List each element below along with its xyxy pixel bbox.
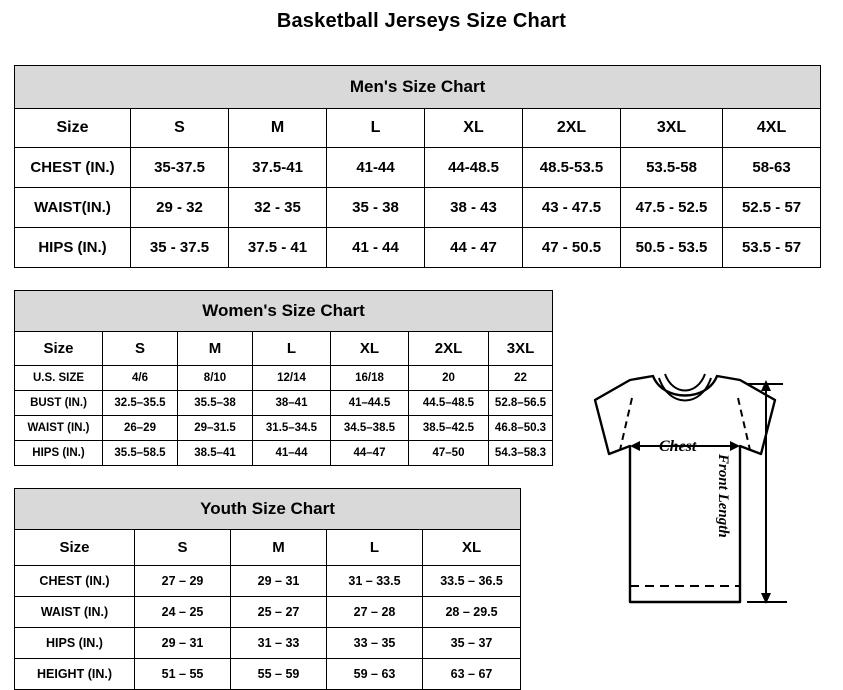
youth-size-chart-table [14,488,521,690]
table-row [15,659,521,690]
column-header: Size [15,109,131,148]
table-row [15,566,521,597]
table-cell: 41–44 [253,441,331,466]
table-cell: 35 – 37 [423,628,521,659]
table-row [15,228,821,268]
table-cell: 46.8–50.3 [489,416,553,441]
row-label: WAIST(IN.) [15,188,131,228]
column-header: M [229,109,327,148]
table-row [15,441,553,466]
table-cell: 38.5–41 [178,441,253,466]
table-cell: 53.5-58 [621,148,723,188]
table-cell: 43 - 47.5 [523,188,621,228]
table-cell: 20 [409,366,489,391]
row-label: WAIST (IN.) [15,416,103,441]
row-label: CHEST (IN.) [15,148,131,188]
table-header-row [15,332,553,366]
table-cell: 8/10 [178,366,253,391]
column-header: Size [15,530,135,566]
column-header: 4XL [723,109,821,148]
table-cell: 47–50 [409,441,489,466]
row-label: HIPS (IN.) [15,628,135,659]
table-cell: 50.5 - 53.5 [621,228,723,268]
table-row [15,628,521,659]
table-cell: 33.5 – 36.5 [423,566,521,597]
column-header: 3XL [489,332,553,366]
table-cell: 32.5–35.5 [103,391,178,416]
jersey-outline-icon [535,358,835,658]
table-row [15,416,553,441]
row-label: HIPS (IN.) [15,228,131,268]
table-cell: 54.3–58.3 [489,441,553,466]
column-header: XL [423,530,521,566]
table-cell: 44 - 47 [425,228,523,268]
column-header: L [327,530,423,566]
column-header: XL [331,332,409,366]
column-header: S [135,530,231,566]
table-cell: 29 – 31 [135,628,231,659]
table-cell: 34.5–38.5 [331,416,409,441]
table-cell: 38 - 43 [425,188,523,228]
table-cell: 35-37.5 [131,148,229,188]
table-cell: 29–31.5 [178,416,253,441]
column-header: L [327,109,425,148]
table-cell: 58-63 [723,148,821,188]
table-cell: 29 – 31 [231,566,327,597]
column-header: S [131,109,229,148]
table-cell: 47.5 - 52.5 [621,188,723,228]
table-cell: 26–29 [103,416,178,441]
mens-chart-caption: Men's Size Chart [15,66,821,109]
table-cell: 25 – 27 [231,597,327,628]
column-header: XL [425,109,523,148]
table-cell: 35 - 38 [327,188,425,228]
row-label: CHEST (IN.) [15,566,135,597]
table-cell: 35.5–38 [178,391,253,416]
table-cell: 33 – 35 [327,628,423,659]
table-cell: 44-48.5 [425,148,523,188]
table-row [15,188,821,228]
table-row [15,391,553,416]
column-header: 2XL [409,332,489,366]
table-cell: 29 - 32 [131,188,229,228]
table-cell: 12/14 [253,366,331,391]
table-cell: 27 – 28 [327,597,423,628]
table-cell: 44.5–48.5 [409,391,489,416]
table-cell: 52.5 - 57 [723,188,821,228]
column-header: Size [15,332,103,366]
table-cell: 52.8–56.5 [489,391,553,416]
table-row [15,148,821,188]
column-header: L [253,332,331,366]
row-label: BUST (IN.) [15,391,103,416]
row-label: WAIST (IN.) [15,597,135,628]
page-title: Basketball Jerseys Size Chart [276,10,567,32]
table-cell: 41-44 [327,148,425,188]
table-cell: 35 - 37.5 [131,228,229,268]
youth-chart-caption: Youth Size Chart [15,489,521,530]
column-header: M [231,530,327,566]
table-cell: 22 [489,366,553,391]
chest-measurement-label: Chest [659,438,697,455]
mens-size-chart-table [14,65,821,268]
table-cell: 27 – 29 [135,566,231,597]
table-cell: 35.5–58.5 [103,441,178,466]
table-caption-row [15,489,521,530]
table-cell: 31 – 33.5 [327,566,423,597]
table-header-row [15,530,521,566]
table-row [15,597,521,628]
front-length-measurement-label: Front Length [715,454,731,538]
table-cell: 53.5 - 57 [723,228,821,268]
table-cell: 44–47 [331,441,409,466]
table-cell: 24 – 25 [135,597,231,628]
column-header: 2XL [523,109,621,148]
table-cell: 63 – 67 [423,659,521,690]
row-label: HEIGHT (IN.) [15,659,135,690]
table-cell: 37.5 - 41 [229,228,327,268]
table-cell: 31 – 33 [231,628,327,659]
column-header: 3XL [621,109,723,148]
table-cell: 47 - 50.5 [523,228,621,268]
column-header: S [103,332,178,366]
row-label: U.S. SIZE [15,366,103,391]
table-cell: 51 – 55 [135,659,231,690]
table-cell: 38.5–42.5 [409,416,489,441]
womens-size-chart-table [14,290,553,466]
table-row [15,366,553,391]
table-cell: 4/6 [103,366,178,391]
table-cell: 37.5-41 [229,148,327,188]
table-cell: 32 - 35 [229,188,327,228]
table-cell: 41–44.5 [331,391,409,416]
table-cell: 31.5–34.5 [253,416,331,441]
table-caption-row [15,66,821,109]
table-cell: 16/18 [331,366,409,391]
table-cell: 55 – 59 [231,659,327,690]
table-cell: 48.5-53.5 [523,148,621,188]
womens-chart-caption: Women's Size Chart [15,291,553,332]
table-header-row [15,109,821,148]
table-cell: 41 - 44 [327,228,425,268]
jersey-measurement-diagram [535,358,835,658]
table-caption-row [15,291,553,332]
table-cell: 59 – 63 [327,659,423,690]
table-cell: 38–41 [253,391,331,416]
column-header: M [178,332,253,366]
row-label: HIPS (IN.) [15,441,103,466]
table-cell: 28 – 29.5 [423,597,521,628]
